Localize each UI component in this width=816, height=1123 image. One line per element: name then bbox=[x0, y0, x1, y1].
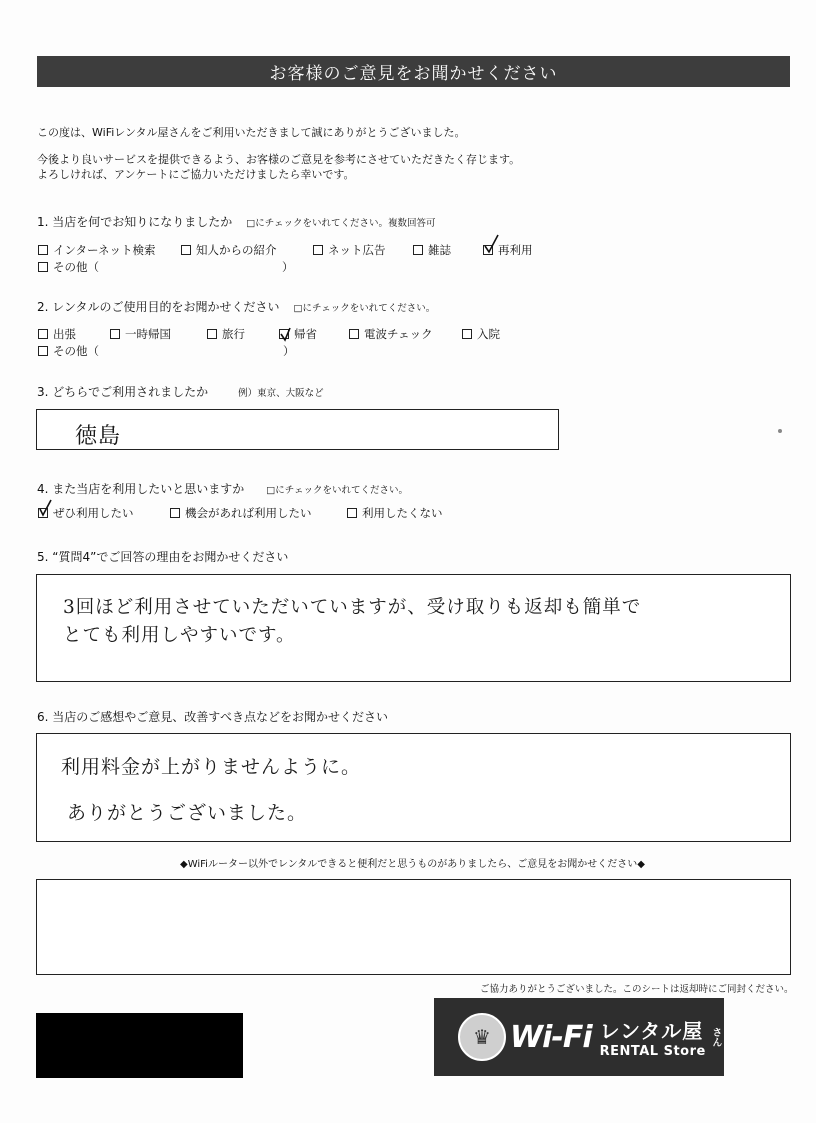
intro-line-3: よろしければ、アンケートにご協力いただけましたら幸いです。 bbox=[37, 168, 355, 181]
q1-other-close: ） bbox=[282, 260, 294, 274]
q4-title: 4. また当店を利用したいと思いますか bbox=[37, 482, 245, 496]
logo-jp-text: レンタル屋 bbox=[599, 1019, 704, 1043]
q5-answer-box[interactable] bbox=[36, 574, 791, 682]
checkbox[interactable] bbox=[38, 262, 48, 272]
footer-thanks: ご協力ありがとうございました。このシートは返却時にご同封ください。 bbox=[480, 984, 794, 995]
q6-title: 6. 当店のご感想やご意見、改善すべき点などをお聞かせください bbox=[37, 710, 389, 724]
checkbox[interactable] bbox=[110, 329, 120, 339]
checkbox[interactable] bbox=[349, 329, 359, 339]
form-title: お客様のご意見をお聞かせください bbox=[37, 56, 790, 87]
q2-note: □にチェックをいれてください。 bbox=[293, 302, 436, 314]
q5-answer-line-2: とても利用しやすいです。 bbox=[63, 625, 296, 646]
q1-option-magazine[interactable]: 雑誌 bbox=[413, 242, 451, 258]
q1-option-reuse[interactable]: 再利用 bbox=[483, 242, 533, 258]
q3-title: 3. どちらでご利用されましたか bbox=[37, 385, 209, 399]
q6-answer-box[interactable] bbox=[36, 733, 791, 842]
intro-line-1: この度は、WiFiレンタル屋さんをご利用いただきまして誠にありがとうございました。 bbox=[37, 126, 466, 139]
q2-option-homecoming[interactable]: 帰省 bbox=[279, 326, 317, 342]
q2-option-hospital[interactable]: 入院 bbox=[462, 326, 500, 342]
q2-option-business-trip[interactable]: 出張 bbox=[38, 326, 76, 342]
q1-option-other[interactable]: その他（ bbox=[38, 259, 99, 275]
logo-san-text: さん bbox=[709, 1027, 721, 1047]
q7-title: ◆WiFiルーター以外でレンタルできると便利だと思うものがありましたら、ご意見をお聞かせください◆ bbox=[180, 859, 645, 870]
q2-option-signal-check[interactable]: 電波チェック bbox=[349, 326, 433, 342]
checkbox[interactable] bbox=[462, 329, 472, 339]
q2-title: 2. レンタルのご使用目的をお聞かせください bbox=[37, 300, 280, 314]
q7-answer-box[interactable] bbox=[36, 879, 791, 975]
q1-option-internet-search[interactable]: インターネット検索 bbox=[38, 242, 155, 258]
checkmark-icon bbox=[484, 234, 500, 254]
checkbox[interactable] bbox=[207, 329, 217, 339]
q1-option-net-ad[interactable]: ネット広告 bbox=[313, 242, 386, 258]
q4-option-if-chance[interactable]: 機会があれば利用したい bbox=[170, 505, 312, 521]
q3-answer-handwritten: 徳島 bbox=[75, 424, 122, 449]
checkbox[interactable] bbox=[38, 329, 48, 339]
q6-answer-line-1: 利用料金が上がりませんように。 bbox=[61, 756, 362, 778]
q3-heading bbox=[37, 383, 324, 400]
logo-text-group bbox=[600, 1015, 706, 1059]
q1-heading bbox=[37, 213, 435, 230]
q5-answer-line-1: 3回ほど利用させていただいていますが、受け取りも返却も簡単で bbox=[63, 597, 642, 618]
q2-option-temporary-return[interactable]: 一時帰国 bbox=[110, 326, 171, 342]
scan-speck bbox=[778, 429, 782, 433]
checkbox[interactable] bbox=[38, 245, 48, 255]
q4-heading bbox=[37, 480, 408, 497]
checkmark-icon bbox=[39, 497, 55, 517]
q2-heading bbox=[37, 298, 435, 315]
checkbox[interactable] bbox=[181, 245, 191, 255]
redaction-block bbox=[36, 1013, 243, 1078]
logo-wifi-text: Wi-Fi bbox=[510, 1019, 592, 1055]
q1-option-referral[interactable]: 知人からの紹介 bbox=[181, 242, 277, 258]
logo-en-text: RENTAL Store bbox=[599, 1044, 706, 1059]
q4-option-no[interactable]: 利用したくない bbox=[347, 505, 443, 521]
q5-title: 5. “質問4”でご回答の理由をお聞かせください bbox=[37, 550, 289, 564]
q4-note: □にチェックをいれてください。 bbox=[266, 484, 408, 496]
checkbox[interactable] bbox=[38, 346, 48, 356]
checkbox[interactable] bbox=[313, 245, 323, 255]
q3-note: 例）東京、大阪など bbox=[238, 387, 324, 399]
q6-answer-line-2: ありがとうございました。 bbox=[67, 802, 308, 824]
checkbox-checked[interactable] bbox=[483, 245, 493, 255]
intro-line-2: 今後より良いサービスを提供できるよう、お客様のご意見を参考にさせていただきたく存じます。 bbox=[37, 153, 521, 166]
q1-title: 1. 当店を何でお知りになりましたか bbox=[37, 215, 233, 229]
checkbox[interactable] bbox=[170, 508, 180, 518]
checkbox[interactable] bbox=[413, 245, 423, 255]
brand-logo bbox=[434, 998, 724, 1076]
q1-note: □にチェックをいれてください。複数回答可 bbox=[246, 217, 436, 229]
q2-option-travel[interactable]: 旅行 bbox=[207, 326, 245, 342]
q2-other-close: ） bbox=[283, 344, 295, 358]
checkbox-checked[interactable] bbox=[279, 329, 289, 339]
q4-option-definitely[interactable]: ぜひ利用したい bbox=[38, 505, 134, 521]
checkbox[interactable] bbox=[347, 508, 357, 518]
q2-option-other[interactable]: その他（ bbox=[38, 343, 99, 359]
crown-mascot-icon: ♛ bbox=[458, 1013, 506, 1061]
checkbox-checked[interactable] bbox=[38, 508, 48, 518]
q3-answer-box[interactable] bbox=[36, 409, 559, 450]
